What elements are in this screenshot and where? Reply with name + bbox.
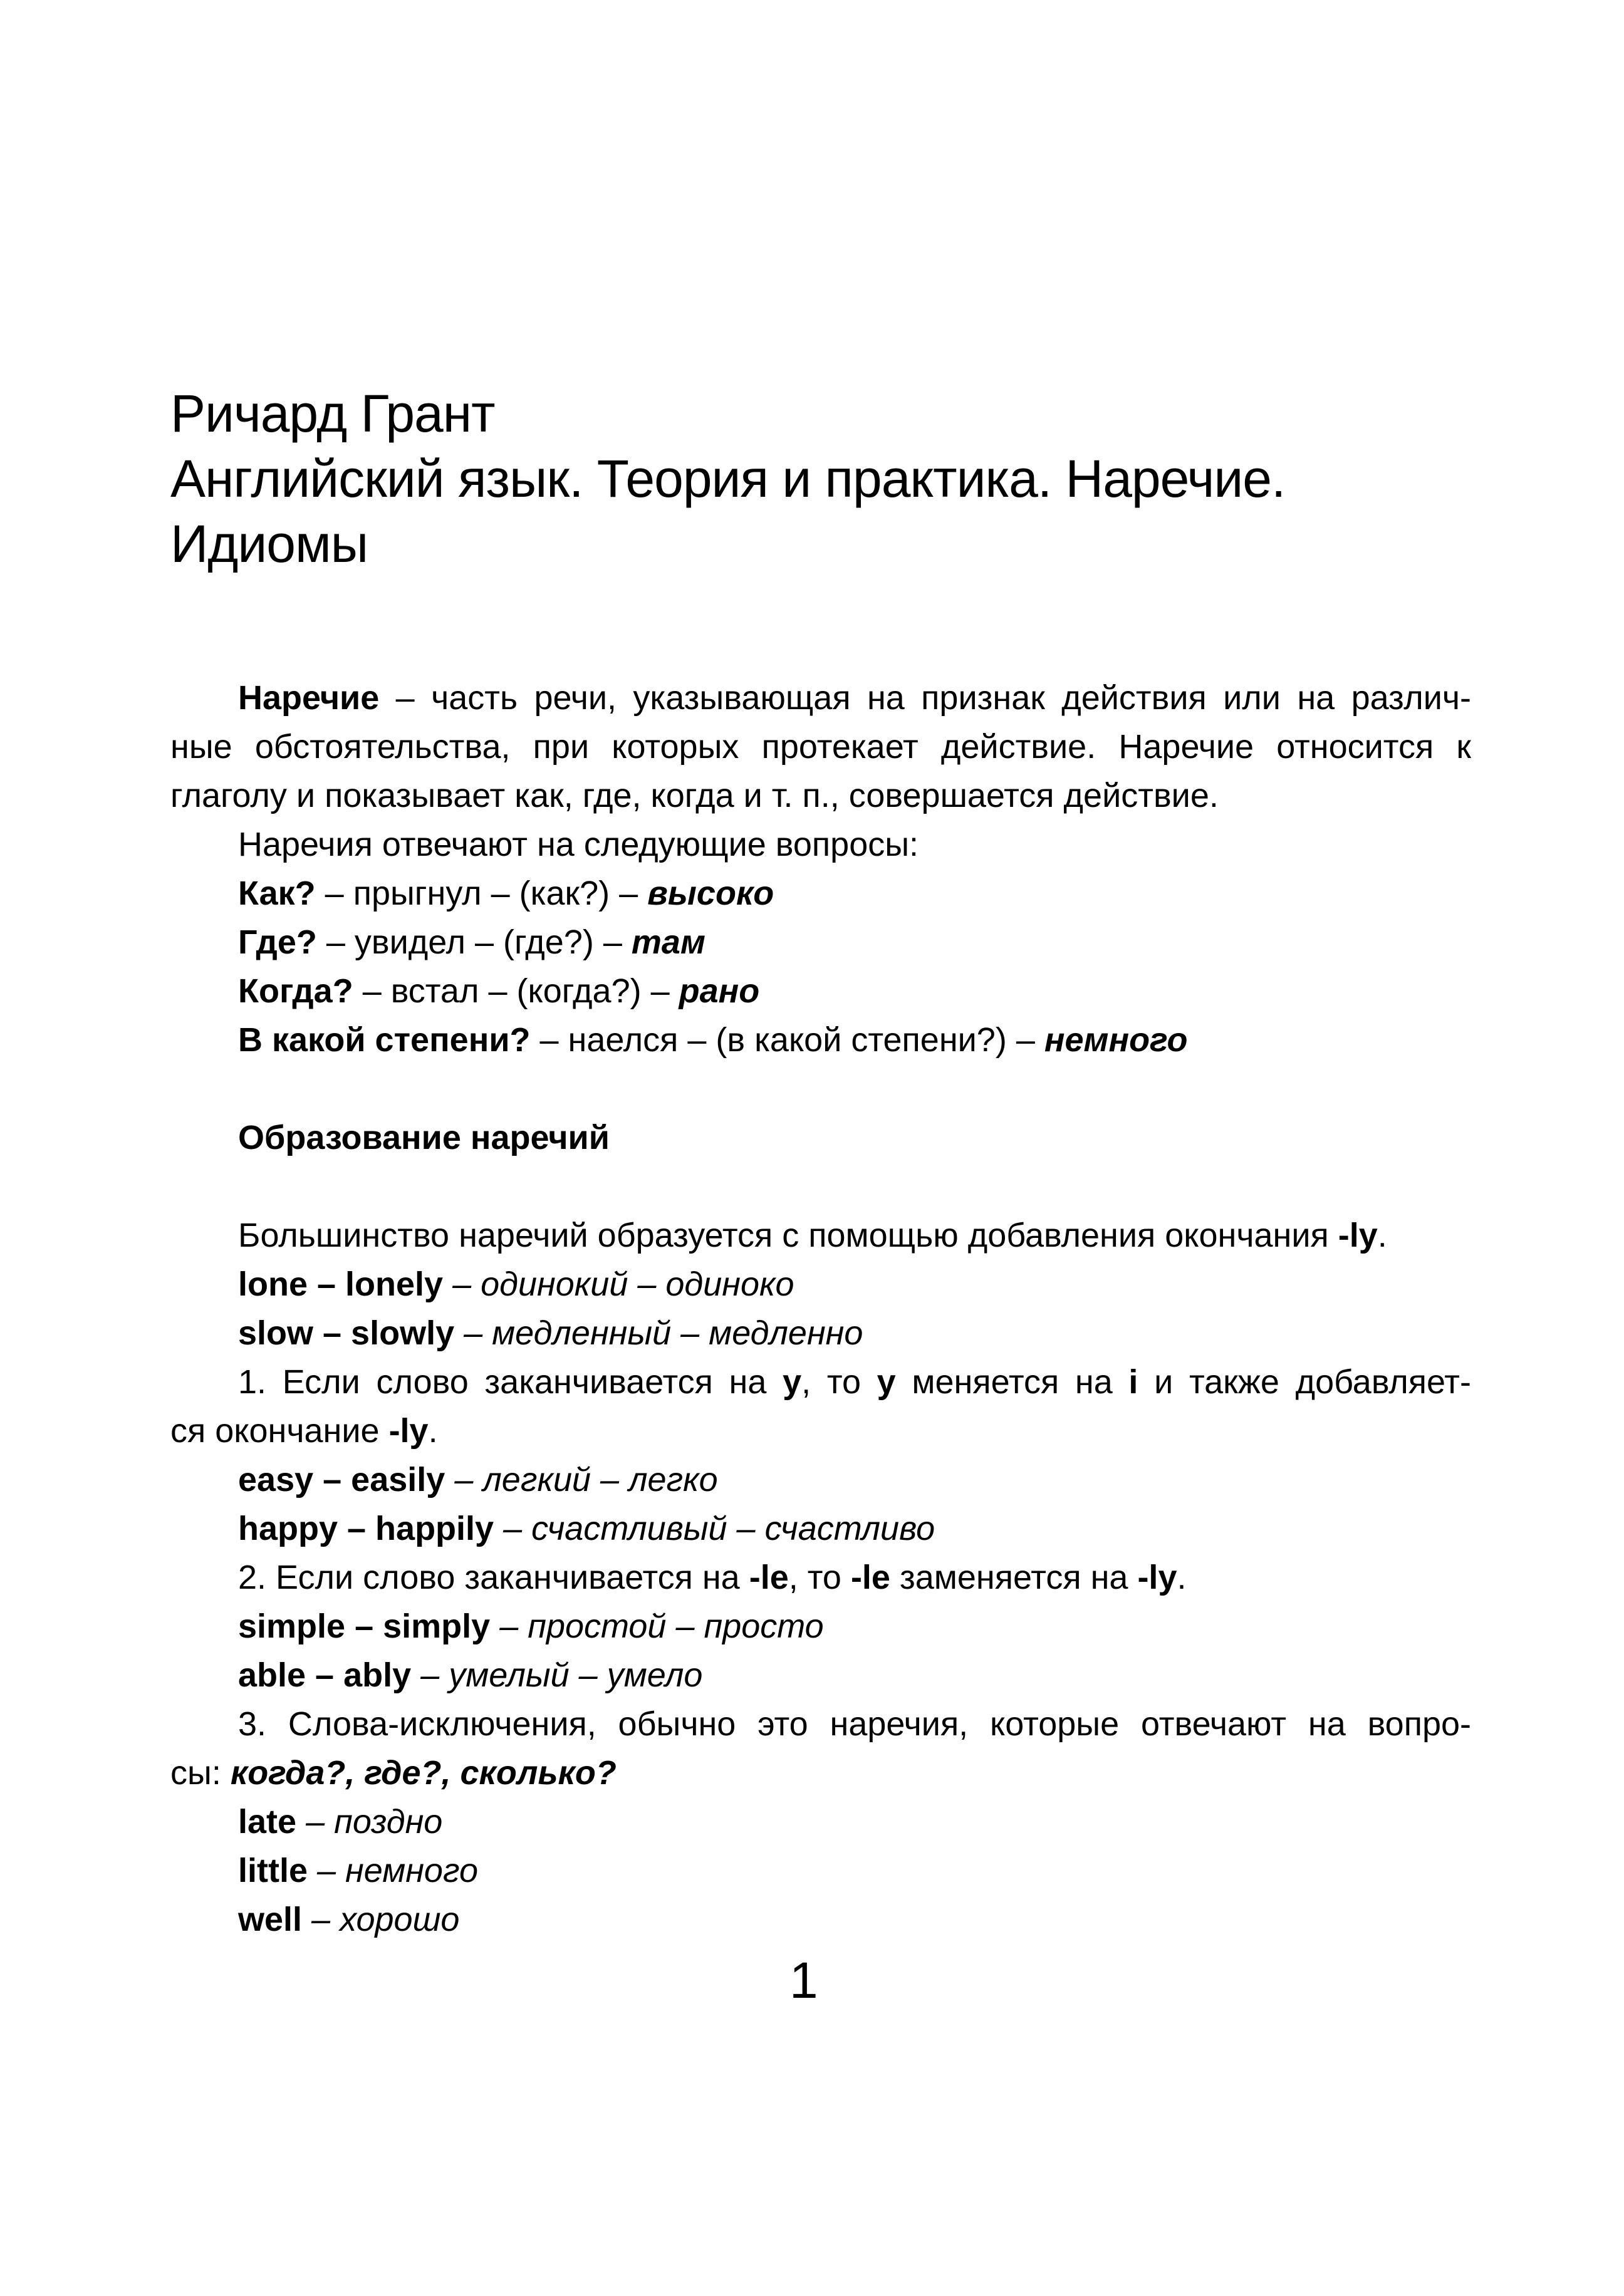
example-english: well [238,1901,303,1938]
example-translation: – медленный – медленно [454,1314,863,1352]
rule-2 [170,1553,1471,1602]
title-block [170,381,1549,576]
example-english: able – ably [238,1656,412,1694]
rule-text: Большинство наречий образуется с помощью добавления окончания [238,1217,1338,1254]
book-title-line-2: Идиомы [170,514,368,573]
example-row [170,1260,1471,1309]
question: В какой степени? [238,1021,531,1059]
rule-1-line-2 [170,1406,1471,1455]
term: Наречие [238,679,380,717]
example-translation: – простой – просто [490,1608,824,1645]
rule-main [170,1211,1471,1260]
example-translation: – счастливый – счастливо [494,1510,935,1547]
question-example: – прыгнул – (как?) – [315,875,648,912]
example-row [170,1797,1471,1846]
question-row [170,1016,1471,1064]
spacer [170,1162,1471,1211]
example-translation: – поздно [296,1803,443,1841]
page-number: 1 [789,1952,818,2009]
letter: y [783,1363,802,1401]
example-english: late [238,1803,297,1841]
example-translation: – умелый – умело [411,1656,703,1694]
rule-text: и также добавляет- [1138,1363,1471,1401]
example-row [170,1651,1471,1700]
rule-3-line-2 [170,1748,1471,1797]
example-translation: – хорошо [302,1901,460,1938]
example-english: slow – slowly [238,1314,455,1352]
section-heading: Образование наречий [238,1119,610,1156]
suffix: -ly [388,1412,429,1450]
definition-line-1 [170,673,1471,722]
example-english: simple – simply [238,1608,491,1645]
question-row [170,967,1471,1016]
question-example: – встал – (когда?) – [353,972,679,1010]
example-translation: – одинокий – одиноко [443,1265,794,1303]
letter: y [877,1363,896,1401]
question-row [170,918,1471,967]
definition-line-3: глаголу и показывает как, где, когда и т. п., совершается действие. [170,777,1219,814]
punctuation: . [1377,1217,1387,1254]
suffix: -le [850,1559,890,1596]
answer: рано [679,972,760,1010]
answer: немного [1044,1021,1188,1059]
question: Как? [238,875,316,912]
definition-line-2: ные обстоятельства, при которых протекает действие. Наречие относится к [170,728,1471,766]
suffix: -le [749,1559,789,1596]
example-row [170,1309,1471,1358]
question: Когда? [238,972,353,1010]
rule-1-line-1 [170,1358,1471,1406]
suffix: -ly [1338,1217,1378,1254]
rule-3-line-1: 3. Слова-исключения, обычно это наречия, которые отвечают на вопро- [238,1705,1471,1743]
example-english: easy – easily [238,1461,445,1499]
letter: i [1128,1363,1138,1401]
example-row [170,1602,1471,1651]
rule-text: заменяется на [890,1559,1138,1596]
body-text [170,673,1471,1944]
rule-text: меняется на [895,1363,1129,1401]
rule-text: ся окончание [170,1412,389,1450]
rule-text: 1. Если слово заканчивается на [238,1363,783,1401]
example-english: lone – lonely [238,1265,444,1303]
question-example: – увидел – (где?) – [316,923,632,961]
book-title-line-1: Английский язык. Теория и практика. Наречие. [170,449,1286,508]
suffix: -ly [1137,1559,1177,1596]
rule-text: 2. Если слово заканчивается на [238,1559,749,1596]
answer: высоко [647,875,774,912]
question-example: – наелся – (в какой степени?) – [530,1021,1044,1059]
rule-text: , то [788,1559,851,1596]
author-name: Ричард Грант [170,384,495,443]
rule-text: , то [801,1363,877,1401]
question-row [170,869,1471,918]
definition-text: – часть речи, указывающая на признак действия или на различ- [379,679,1471,717]
rule-questions: когда?, где?, сколько? [230,1754,617,1792]
question: Где? [238,923,317,961]
rule-text: сы: [170,1754,231,1792]
example-translation: – легкий – легко [445,1461,718,1499]
example-english: little [238,1852,308,1889]
example-row [170,1846,1471,1895]
spacer [170,1064,1471,1113]
questions-intro: Наречия отвечают на следующие вопросы: [238,826,919,863]
example-english: happy – happily [238,1510,494,1547]
punctuation: . [1177,1559,1187,1596]
punctuation: . [428,1412,438,1450]
example-translation: – немного [308,1852,479,1889]
example-row [170,1455,1471,1504]
example-row [170,1504,1471,1553]
example-row [170,1895,1471,1944]
answer: там [631,923,705,961]
